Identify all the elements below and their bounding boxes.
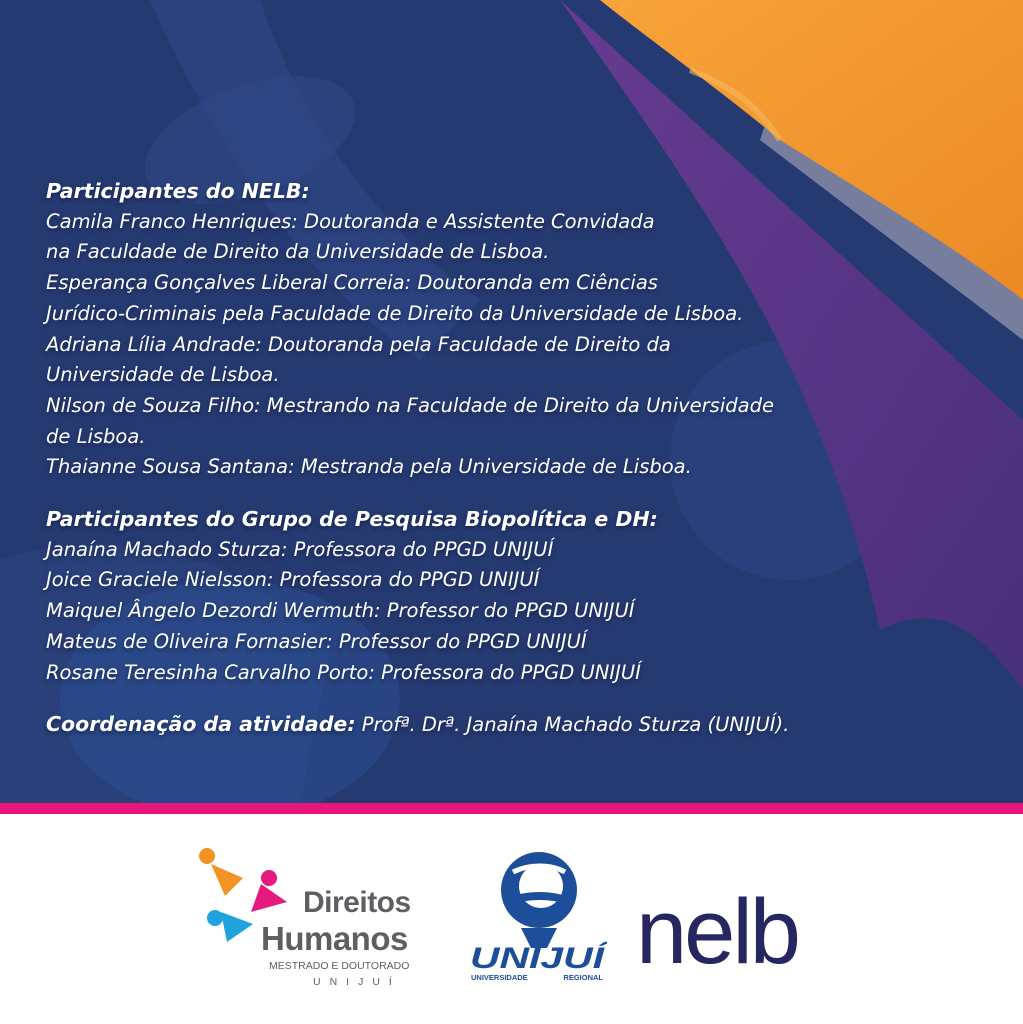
unijui-logo <box>467 850 607 982</box>
nelb-heading: Participantes do NELB: <box>46 179 310 203</box>
grupo-heading: Participantes do Grupo de Pesquisa Biopolítica e DH: <box>46 507 658 532</box>
nelb-line: Nilson de Souza Filho: Mestrando na Faculdade de Direito da Universidade <box>46 393 774 417</box>
grupo-line: Maiquel Ângelo Dezordi Wermuth: Professor do PPGD UNIJUÍ <box>46 599 635 623</box>
nelb-line: Esperança Gonçalves Liberal Correia: Doutoranda em Ciências <box>46 271 658 295</box>
unijui-wordmark: UNIJUÍ <box>470 942 569 975</box>
nelb-line: Thaianne Sousa Santana: Mestranda pela Universidade de Lisboa. <box>46 455 692 479</box>
nelb-line: Universidade de Lisboa. <box>46 363 280 387</box>
nelb-line: Adriana Lília Andrade: Doutoranda pela Faculdade de Direito da <box>46 332 671 356</box>
section-gap <box>46 688 1006 709</box>
coordenacao-row <box>46 709 1006 741</box>
footer-logos <box>0 814 1023 1024</box>
direitos-humanos-logo <box>195 842 435 992</box>
humanos-text: Humanos <box>261 920 408 957</box>
unijui-small-text: UNIJUÍ <box>313 976 401 988</box>
coordenacao-value: Profª. Drª. Janaína Machado Sturza (UNIJUÍ). <box>355 713 790 737</box>
grupo-line: Janaína Machado Sturza: Professora do PPGD UNIJUÍ <box>46 537 554 561</box>
grupo-line: Rosane Teresinha Carvalho Porto: Professora do PPGD UNIJUÍ <box>46 660 641 684</box>
unijui-subtitle-right: REGIONAL <box>563 973 603 982</box>
section-gap <box>46 483 1006 504</box>
nelb-logo: nelb <box>636 881 798 983</box>
grupo-line: Mateus de Oliveira Fornasier: Professor do PPGD UNIJUÍ <box>46 629 587 653</box>
mestrado-text: MESTRADO E DOUTORADO <box>269 960 410 972</box>
magenta-stripe <box>0 803 1023 814</box>
coordenacao-label: Coordenação da atividade: <box>46 712 356 737</box>
grupo-line: Joice Graciele Nielsson: Professora do PPGD UNIJUÍ <box>46 568 540 592</box>
unijui-subtitle-left: UNIVERSIDADE <box>471 973 528 982</box>
nelb-line: de Lisboa. <box>46 424 146 448</box>
text-content <box>46 176 1006 741</box>
nelb-line: na Faculdade de Direito da Universidade de Lisboa. <box>46 240 550 264</box>
nelb-line: Jurídico-Criminais pela Faculdade de Direito da Universidade de Lisboa. <box>46 301 744 325</box>
nelb-line: Camila Franco Henriques: Doutoranda e Assistente Convidada <box>46 209 655 233</box>
direitos-text: Direitos <box>303 886 411 919</box>
